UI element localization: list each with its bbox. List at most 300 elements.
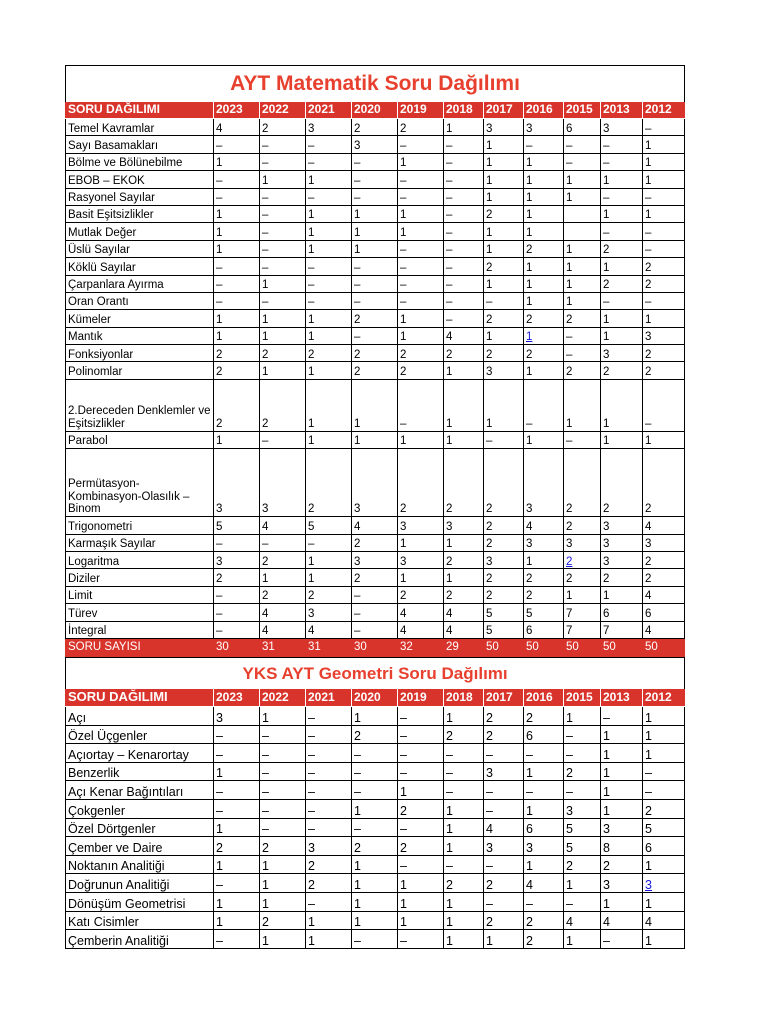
total-cell: 50 [524,638,564,656]
table-row [66,275,685,292]
count-cell: – [260,762,306,781]
count-cell: 1 [260,171,306,188]
table-row [66,431,685,448]
count-cell: 4 [564,911,601,930]
table-row [66,892,685,911]
table-row [66,345,685,362]
math-table-title: AYT Matematik Soru Dağılımı [66,66,685,103]
count-cell: 3 [444,517,484,534]
count-cell: 2 [643,449,685,517]
count-cell: 4 [524,874,564,893]
count-cell: 1 [444,707,484,726]
column-header-year: 2012 [643,102,685,119]
count-cell: 1 [214,223,260,240]
count-cell: 1 [306,171,352,188]
count-cell: – [564,431,601,448]
count-cell: 2 [260,379,306,431]
topic-name: Karmaşık Sayılar [66,534,214,551]
topic-name: Noktanın Analitiği [66,855,214,874]
count-link[interactable]: 2 [566,555,573,568]
count-cell: – [484,799,524,818]
count-cell: 1 [214,431,260,448]
column-header-year: 2020 [352,102,398,119]
count-cell: – [260,240,306,257]
count-cell: – [444,744,484,763]
count-cell: 1 [564,707,601,726]
count-cell: – [398,258,444,275]
geometry-table-title: YKS AYT Geometri Soru Dağılımı [66,658,685,690]
count-cell: 1 [643,136,685,153]
count-cell: – [260,799,306,818]
count-cell: – [260,744,306,763]
count-cell: 5 [484,621,524,638]
count-cell: 3 [601,517,643,534]
count-cell: 1 [352,911,398,930]
count-cell: 2 [398,799,444,818]
count-cell: 1 [524,431,564,448]
count-cell: 1 [564,379,601,431]
table-row [66,223,685,240]
count-cell: 4 [398,604,444,621]
math-distribution-table [65,65,685,657]
count-cell: – [643,119,685,136]
count-cell [564,223,601,240]
count-cell: 3 [564,799,601,818]
count-cell: 3 [524,534,564,551]
count-cell: 4 [444,621,484,638]
count-cell: 1 [398,205,444,222]
count-cell: – [398,240,444,257]
total-cell: 30 [214,638,260,656]
count-cell: – [260,534,306,551]
count-cell: 2 [601,240,643,257]
count-cell: – [444,292,484,309]
count-cell: 1 [564,930,601,949]
count-cell: – [352,586,398,603]
count-cell: 1 [564,240,601,257]
count-cell: 4 [601,911,643,930]
count-cell: – [444,275,484,292]
count-cell: 1 [398,569,444,586]
count-cell: – [352,621,398,638]
count-cell: 2 [524,310,564,327]
count-cell: 1 [484,379,524,431]
count-cell: 5 [214,517,260,534]
count-cell: – [352,188,398,205]
count-cell: – [214,136,260,153]
count-cell: 6 [524,621,564,638]
count-cell: 1 [564,171,601,188]
topic-name: Limit [66,586,214,603]
count-cell: – [398,930,444,949]
total-label: SORU SAYISI [66,638,214,656]
count-cell: 2 [260,119,306,136]
count-cell: 5 [564,818,601,837]
count-cell: 4 [524,517,564,534]
topic-name: Logaritma [66,552,214,569]
count-cell: 1 [214,310,260,327]
count-cell: – [484,892,524,911]
count-cell: 1 [643,930,685,949]
count-cell: 1 [484,188,524,205]
count-cell: 1 [214,327,260,344]
count-cell: – [444,153,484,170]
count-cell: 1 [601,799,643,818]
count-cell: 3 [524,119,564,136]
column-header-year: 2022 [260,689,306,707]
count-cell: 1 [260,310,306,327]
header-row [66,689,685,707]
table-row [66,762,685,781]
count-cell: – [306,707,352,726]
topic-name: Çarpanlara Ayırma [66,275,214,292]
count-cell: 3 [484,119,524,136]
count-cell: – [444,310,484,327]
count-cell: 1 [398,781,444,800]
count-cell: 4 [260,621,306,638]
count-cell: 2 [484,569,524,586]
count-cell: 1 [398,892,444,911]
table-row [66,930,685,949]
count-cell: 2 [484,725,524,744]
count-cell: 2 [601,855,643,874]
count-cell: 2 [524,586,564,603]
topic-name: Özel Dörtgenler [66,818,214,837]
count-link[interactable]: 3 [645,877,652,892]
count-cell: – [643,781,685,800]
table-row [66,258,685,275]
count-cell: – [260,725,306,744]
table-row [66,707,685,726]
count-cell: – [444,762,484,781]
count-cell: 1 [643,725,685,744]
count-cell: – [214,604,260,621]
table-row [66,818,685,837]
count-cell: 3 [484,762,524,781]
header-row [66,102,685,119]
table-row [66,310,685,327]
count-cell: – [352,930,398,949]
column-header-category: SORU DAĞILIMI [66,689,214,707]
table-row [66,119,685,136]
count-cell: 6 [524,818,564,837]
count-cell: – [306,258,352,275]
count-cell: 2 [643,275,685,292]
count-cell: 2 [260,911,306,930]
count-cell: – [564,136,601,153]
count-cell: 3 [601,534,643,551]
count-cell: – [306,725,352,744]
count-cell: 2 [306,855,352,874]
count-cell: 3 [306,119,352,136]
table-row [66,586,685,603]
count-cell: – [643,379,685,431]
count-cell: 1 [601,725,643,744]
count-cell: – [214,586,260,603]
count-cell: 2 [484,205,524,222]
count-cell: 2 [484,310,524,327]
column-header-year: 2015 [564,689,601,707]
count-cell: 2 [484,586,524,603]
count-cell: 3 [524,837,564,856]
count-cell: 1 [214,818,260,837]
count-cell: 1 [352,892,398,911]
topic-name: Diziler [66,569,214,586]
count-cell: 2 [601,569,643,586]
count-cell: 1 [398,534,444,551]
count-cell: 1 [398,431,444,448]
count-cell: 1 [306,223,352,240]
count-cell: 1 [214,240,260,257]
count-cell: 1 [601,379,643,431]
count-cell: 1 [524,762,564,781]
count-cell: 1 [398,911,444,930]
count-cell: 1 [601,258,643,275]
count-cell: – [352,275,398,292]
count-cell: – [306,188,352,205]
count-cell: 1 [214,855,260,874]
count-cell: 2 [524,569,564,586]
count-cell: – [484,292,524,309]
count-cell: 3 [306,604,352,621]
count-cell: 1 [352,240,398,257]
count-cell: 2 [524,240,564,257]
count-cell: 2 [352,534,398,551]
count-cell: 1 [524,205,564,222]
count-cell: – [214,188,260,205]
count-cell: – [444,136,484,153]
total-cell: 32 [398,638,444,656]
count-cell: 1 [260,362,306,379]
count-cell: 2 [398,362,444,379]
count-cell: 1 [601,762,643,781]
topic-name: Benzerlik [66,762,214,781]
count-cell: 5 [564,837,601,856]
table-row [66,517,685,534]
count-cell: – [306,153,352,170]
count-cell: – [398,379,444,431]
count-cell: 3 [643,534,685,551]
column-header-year: 2013 [601,689,643,707]
count-cell: 2 [352,345,398,362]
count-cell: – [306,781,352,800]
count-cell: 2 [214,345,260,362]
count-cell: 2 [352,569,398,586]
count-cell: 1 [444,818,484,837]
count-cell: 1 [398,310,444,327]
count-cell: 1 [306,327,352,344]
count-cell: 3 [484,552,524,569]
count-cell: 1 [564,275,601,292]
count-cell: 1 [524,799,564,818]
count-cell: 5 [306,517,352,534]
topic-name: İntegral [66,621,214,638]
count-cell: 2 [260,345,306,362]
count-cell: 1 [306,911,352,930]
count-cell: 2 [643,362,685,379]
count-cell: 2 [398,449,444,517]
count-cell: – [306,818,352,837]
count-cell: 7 [601,621,643,638]
count-cell: 2 [214,837,260,856]
count-cell: 2 [643,799,685,818]
count-cell: 1 [260,892,306,911]
count-cell: – [352,292,398,309]
count-cell: 5 [484,604,524,621]
count-cell: 1 [524,552,564,569]
count-cell: 1 [352,707,398,726]
count-cell: – [352,153,398,170]
count-cell: – [484,855,524,874]
count-cell: 1 [398,327,444,344]
count-cell: – [214,781,260,800]
count-cell: – [398,762,444,781]
count-cell: – [524,379,564,431]
count-cell: 2 [306,874,352,893]
column-header-year: 2013 [601,102,643,119]
count-cell: – [564,327,601,344]
count-cell: – [214,874,260,893]
count-cell: 1 [306,431,352,448]
count-cell: 2 [444,552,484,569]
count-cell: – [352,781,398,800]
count-cell: – [643,188,685,205]
count-cell: 1 [444,379,484,431]
count-cell: – [352,762,398,781]
count-cell: 2 [352,837,398,856]
table-row [66,837,685,856]
count-cell: – [260,205,306,222]
count-cell: 2 [484,707,524,726]
table-row [66,171,685,188]
count-cell: 1 [564,292,601,309]
count-cell: – [398,855,444,874]
count-cell: – [643,292,685,309]
count-cell: 2 [214,379,260,431]
total-cell: 31 [260,638,306,656]
count-cell: 1 [524,188,564,205]
count-cell: 1 [306,569,352,586]
count-cell: 1 [260,874,306,893]
topic-name: Özel Üçgenler [66,725,214,744]
count-cell: 2 [444,586,484,603]
count-cell: – [643,223,685,240]
count-cell: 1 [601,327,643,344]
column-header-year: 2016 [524,102,564,119]
count-cell: – [306,799,352,818]
count-cell: 2 [564,762,601,781]
table-row [66,799,685,818]
count-cell: – [601,136,643,153]
count-cell: 2 [352,725,398,744]
total-cell: 31 [306,638,352,656]
count-cell: 3 [484,837,524,856]
count-cell: 2 [398,586,444,603]
count-cell: – [214,534,260,551]
count-cell: 2 [484,911,524,930]
topic-name: Basit Eşitsizlikler [66,205,214,222]
count-cell: 2 [601,362,643,379]
column-header-year: 2021 [306,102,352,119]
count-cell: 2 [484,517,524,534]
count-cell: 1 [214,205,260,222]
count-cell: 2 [398,345,444,362]
table-row [66,449,685,517]
count-cell: 1 [524,223,564,240]
count-cell: 2 [564,449,601,517]
count-cell: 2 [524,930,564,949]
count-cell: 1 [306,930,352,949]
count-cell: 1 [484,275,524,292]
count-cell: 2 [484,449,524,517]
count-cell: – [260,818,306,837]
count-cell: – [352,744,398,763]
table-row [66,621,685,638]
count-cell: – [564,781,601,800]
count-cell: 1 [214,911,260,930]
column-header-year: 2019 [398,689,444,707]
count-cell: 6 [601,604,643,621]
total-row [66,638,685,656]
column-header-year: 2018 [444,102,484,119]
count-cell: 1 [643,431,685,448]
count-cell: – [306,534,352,551]
count-cell: 1 [260,275,306,292]
total-cell: 50 [643,638,685,656]
count-cell: 8 [601,837,643,856]
count-cell: – [398,188,444,205]
count-cell: 1 [524,258,564,275]
count-cell: – [601,153,643,170]
count-cell: – [524,744,564,763]
count-cell: 2 [352,119,398,136]
count-cell: 1 [524,362,564,379]
count-cell: 1 [444,930,484,949]
count-cell: 2 [306,449,352,517]
count-cell: – [564,725,601,744]
count-cell: 1 [601,205,643,222]
count-cell: 1 [352,799,398,818]
count-cell: 1 [398,223,444,240]
count-cell: – [260,223,306,240]
count-cell: – [398,818,444,837]
count-cell: – [306,744,352,763]
count-cell: 1 [306,362,352,379]
count-cell: 1 [444,119,484,136]
table-row [66,874,685,893]
count-cell: – [564,345,601,362]
count-cell: 2 [643,258,685,275]
count-cell: – [524,892,564,911]
count-cell: 5 [524,604,564,621]
count-cell: 1 [524,275,564,292]
count-cell: – [260,431,306,448]
count-cell: 3 [643,327,685,344]
count-cell: 2 [601,275,643,292]
count-cell: 1 [484,223,524,240]
count-cell: – [398,725,444,744]
count-cell: – [601,707,643,726]
count-cell: 2 [398,837,444,856]
count-cell: 2 [260,586,306,603]
count-link[interactable]: 1 [526,331,533,344]
count-cell: 1 [601,586,643,603]
count-cell: 3 [564,534,601,551]
count-cell: – [398,275,444,292]
count-cell: 4 [484,818,524,837]
count-cell: 3 [601,874,643,893]
count-cell: 2 [260,837,306,856]
